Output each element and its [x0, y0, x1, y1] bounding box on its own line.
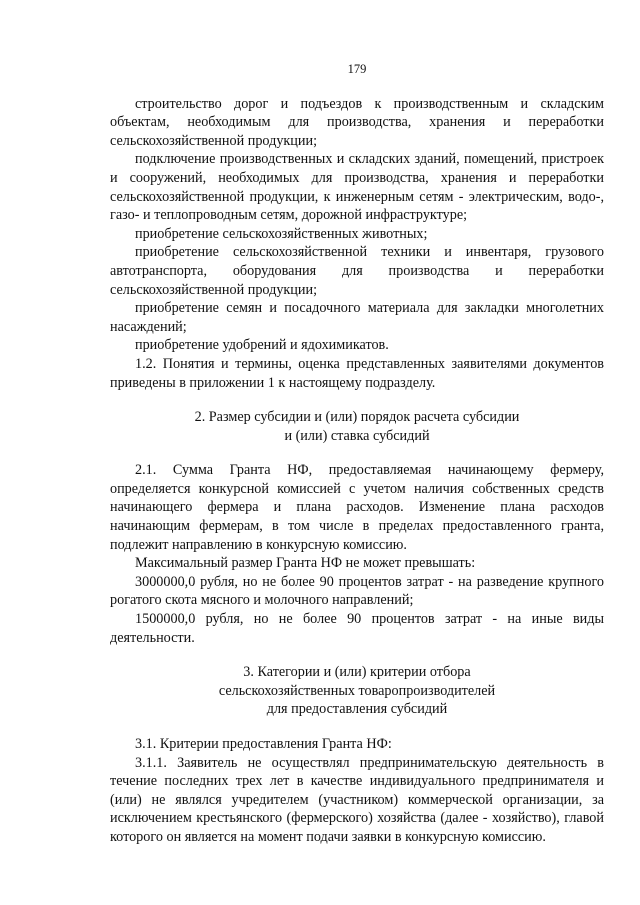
- paragraph: 3.1. Критерии предоставления Гранта НФ:: [135, 736, 392, 752]
- paragraph: строительство дорог и подъездов к производственным и складским объектам, необходимым для производства, хранения и переработки сельскохозяйственной продукции;: [110, 95, 604, 149]
- section-3-body: [110, 735, 604, 847]
- section-heading: 2. Размер субсидии и (или) порядок расчета субсидии и (или) ставка субсидий: [194, 409, 520, 444]
- page-number: 179: [347, 62, 367, 76]
- paragraph: 2.1. Сумма Гранта НФ, предоставляемая начинающему фермеру, определяется конкурсной комиссией с учетом наличия собственных средств начинающего фермера и плана расходов. Изменение плана расходов начинающим фермерам, в том числе в пределах предоставленного гранта, подлежит направлению в конкурсную комиссию.: [110, 462, 604, 553]
- section-2-body: [110, 461, 604, 647]
- paragraph: приобретение сельскохозяйственных животных;: [135, 225, 428, 242]
- section-heading: 3. Категории и (или) критерии отбора сельскохозяйственных товаропроизводителей для предоставления субсидий: [218, 664, 496, 718]
- paragraph: Максимальный размер Гранта НФ не может превышать:: [135, 555, 476, 572]
- intro-list: [110, 95, 604, 393]
- paragraph: приобретение сельскохозяйственной техники и инвентаря, грузового автотранспорта, оборудования для производства и переработки сельскохозяйственной продукции;: [110, 244, 604, 298]
- paragraph: 1.2. Понятия и термины, оценка представленных заявителями документов приведены в приложении 1 к настоящему подразделу.: [110, 355, 604, 391]
- paragraph: приобретение семян и посадочного материала для закладки многолетних насаждений;: [110, 300, 604, 335]
- paragraph: приобретение удобрений и ядохимикатов.: [135, 337, 389, 354]
- paragraph: 3.1.1. Заявитель не осуществлял предпринимательскую деятельность в течение последних трех лет в качестве индивидуального предпринимателя и (или) не являлся учредителем (участником) коммерческой организации, за исключением крестьянского (фермерского) хозяйства (далее - хозяйство), главой которого он является на момент подачи заявки в конкурсную комиссию.: [110, 754, 604, 845]
- document-page: [110, 60, 604, 847]
- paragraph: 1500000,0 рубля, но не более 90 процентов затрат - на иные виды деятельности.: [110, 611, 604, 646]
- paragraph: подключение производственных и складских зданий, помещений, пристроек и сооружений, необходимых для производства, хранения и переработки сельскохозяйственной продукции, к инженерным сетям - электрическим, водо-, газо- и теплопроводным сетям, дорожной инфраструктуре;: [110, 151, 604, 224]
- paragraph: 3000000,0 рубля, но не более 90 процентов затрат - на разведение крупного рогатого скота мясного и молочного направлений;: [110, 573, 604, 609]
